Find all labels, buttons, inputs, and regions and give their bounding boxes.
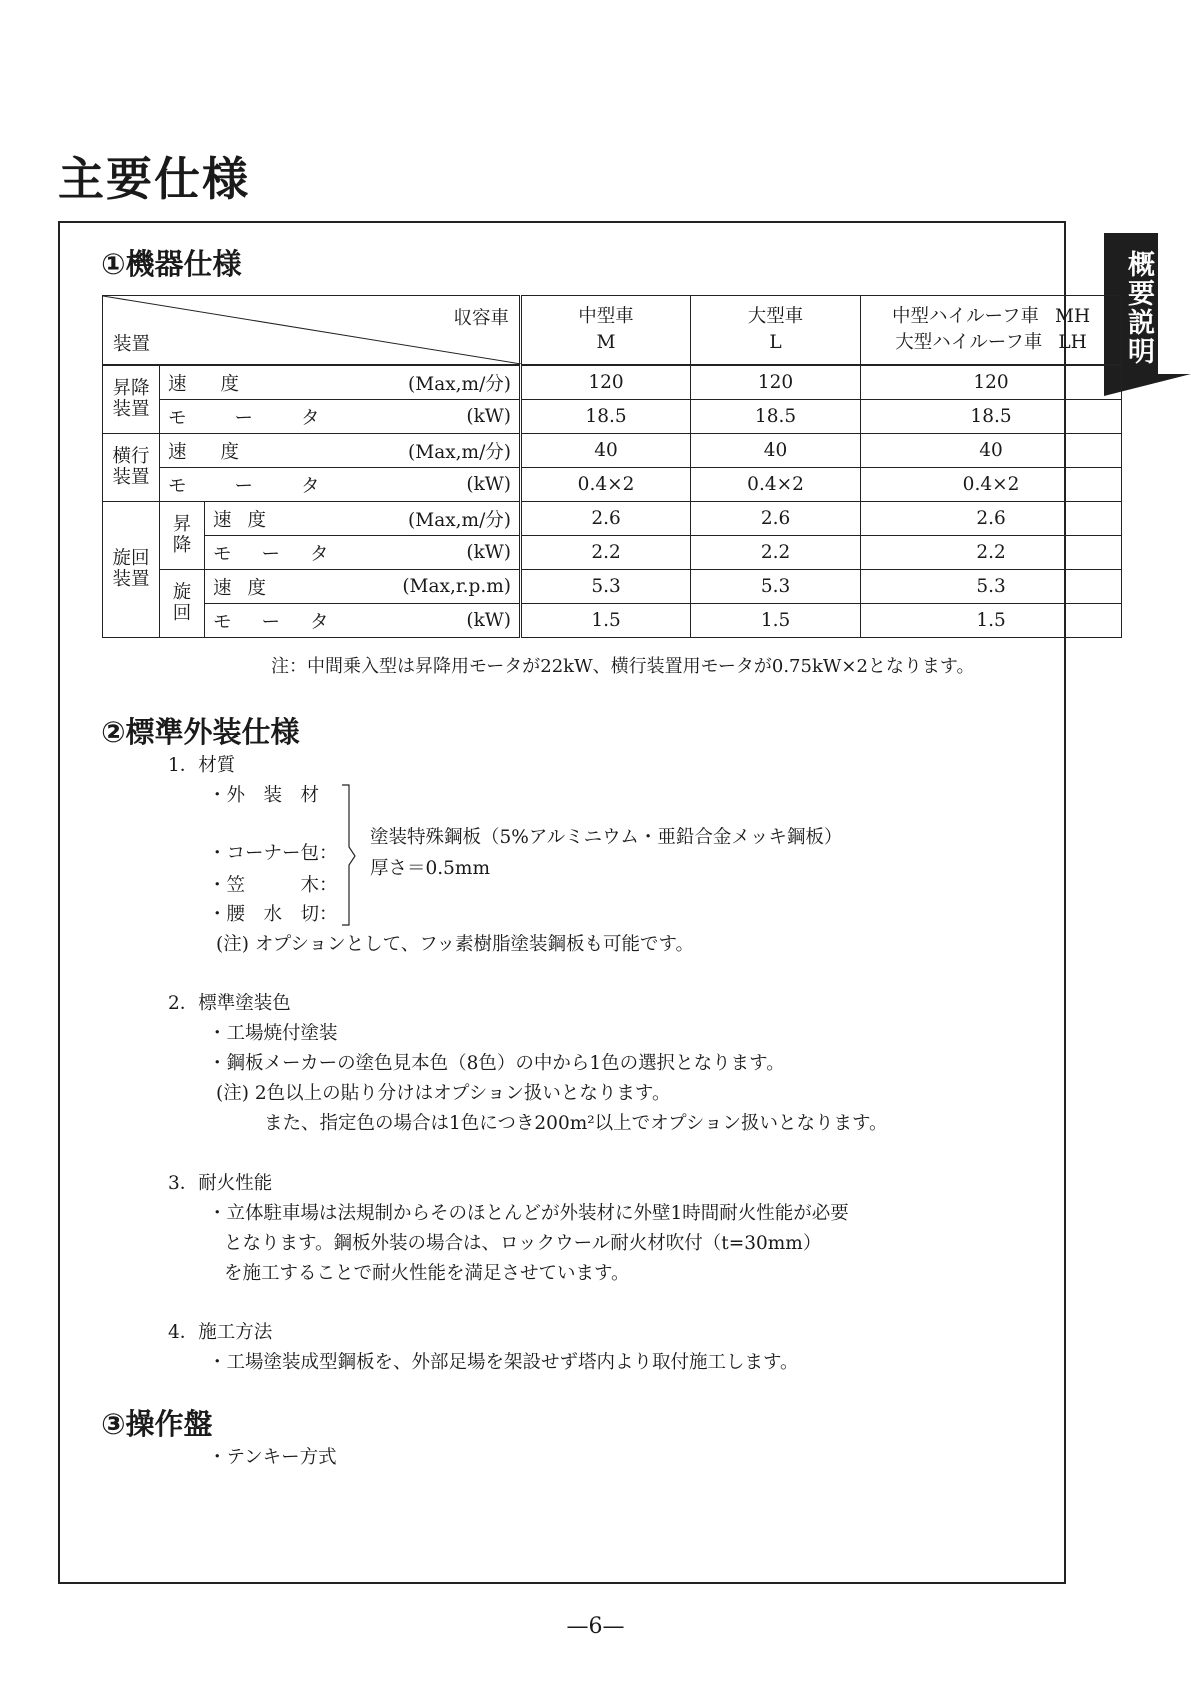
row-label-speed-rpm: 速 度 (Max,r.p.m) — [205, 570, 521, 604]
header-device-label: 装置 — [113, 334, 151, 355]
header-col-m: 中型車 M — [521, 296, 691, 366]
cell-m: 40 — [521, 434, 691, 468]
material-bracket — [341, 783, 371, 933]
row-label-motor: モ ー タ (kW) — [160, 400, 521, 434]
cell-m: 2.2 — [521, 536, 691, 570]
item4-line: ・工場塗装成型鋼板を、外部足場を架設せず塔内より取付施工します。 — [208, 1352, 799, 1373]
cell-m: 18.5 — [521, 400, 691, 434]
cell-mh: 18.5 — [861, 400, 1122, 434]
material-item: ・外 装 材 — [208, 785, 320, 806]
item2-line: ・工場焼付塗装 — [208, 1023, 338, 1044]
item2-note-cont: また、指定色の場合は1色につき200m²以上でオプション扱いとなります。 — [264, 1113, 888, 1134]
cell-m: 5.3 — [521, 570, 691, 604]
table-row — [103, 400, 1122, 434]
header-vehicle-label: 収容車 — [453, 308, 510, 329]
table-note: 注：中間乗入型は昇降用モータが22kW、横行装置用モータが0.75kW×2となります。 — [271, 656, 975, 677]
table-row — [103, 468, 1122, 502]
cell-m: 2.6 — [521, 502, 691, 536]
material-item: ・笠 木： — [208, 875, 338, 896]
cell-l: 40 — [691, 434, 861, 468]
row-label-motor: モ ー タ (kW) — [160, 468, 521, 502]
cell-mh: 2.2 — [861, 536, 1122, 570]
table-corner-cell — [103, 296, 521, 366]
subgroup-label-lift: 昇降 — [160, 502, 205, 570]
cell-m: 1.5 — [521, 604, 691, 638]
item1-note: (注) オプションとして、フッ素樹脂塗装鋼板も可能です。 — [216, 934, 695, 955]
page-title: 主要仕様 — [58, 152, 250, 206]
cell-mh: 0.4×2 — [861, 468, 1122, 502]
item3-line: を施工することで耐火性能を満足させています。 — [224, 1263, 630, 1284]
cell-mh: 1.5 — [861, 604, 1122, 638]
table-header-row — [103, 296, 1122, 366]
item3-line: ・立体駐車場は法規制からそのほとんどが外装材に外壁1時間耐火性能が必要 — [208, 1203, 849, 1224]
cell-l: 120 — [691, 365, 861, 400]
group-label-rotate: 旋回装置 — [103, 502, 160, 638]
material-item: ・コーナー包： — [208, 843, 338, 864]
row-label-speed: 速 度 (Max,m/分) — [160, 434, 521, 468]
cell-mh: 40 — [861, 434, 1122, 468]
cell-l: 5.3 — [691, 570, 861, 604]
panel-line: ・テンキー方式 — [208, 1447, 337, 1468]
subgroup-label-turn: 旋回 — [160, 570, 205, 638]
header-col-l: 大型車 L — [691, 296, 861, 366]
cell-l: 0.4×2 — [691, 468, 861, 502]
table-row — [103, 570, 1122, 604]
row-label-motor: モ ー タ (kW) — [205, 604, 521, 638]
group-label-traverse: 横行装置 — [103, 434, 160, 502]
row-label-speed: 速 度 (Max,m/分) — [205, 502, 521, 536]
item2-title: 2．標準塗装色 — [168, 993, 291, 1014]
item4-title: 4．施工方法 — [168, 1322, 273, 1343]
side-tab: 概要説明 — [1104, 233, 1158, 374]
header-col-mh: 中型ハイルーフ車 MH 大型ハイルーフ車 LH — [861, 296, 1122, 366]
table-row — [103, 536, 1122, 570]
table-row — [103, 365, 1122, 400]
section-heading-panel: ③操作盤 — [101, 1407, 213, 1441]
material-spec-line: 厚さ＝0.5mm — [370, 858, 491, 879]
table-row — [103, 434, 1122, 468]
section-heading-equipment: ①機器仕様 — [101, 247, 242, 281]
material-item: ・腰 水 切： — [208, 904, 338, 925]
item3-line: となります。鋼板外装の場合は、ロックウール耐火材吹付（t=30mm） — [224, 1233, 822, 1254]
table-row — [103, 604, 1122, 638]
row-label-speed: 速 度 (Max,m/分) — [160, 365, 521, 400]
item2-note: (注) 2色以上の貼り分けはオプション扱いとなります。 — [216, 1083, 671, 1104]
item3-title: 3．耐火性能 — [168, 1173, 273, 1194]
row-label-motor: モ ー タ (kW) — [205, 536, 521, 570]
cell-l: 2.6 — [691, 502, 861, 536]
spec-table — [102, 295, 1122, 638]
cell-m: 120 — [521, 365, 691, 400]
table-row — [103, 502, 1122, 536]
cell-l: 1.5 — [691, 604, 861, 638]
cell-mh: 5.3 — [861, 570, 1122, 604]
cell-l: 18.5 — [691, 400, 861, 434]
material-spec-line: 塗装特殊鋼板（5%アルミニウム・亜鉛合金メッキ鋼板） — [370, 827, 843, 848]
cell-mh: 2.6 — [861, 502, 1122, 536]
item1-title: 1．材質 — [168, 755, 236, 776]
group-label-lift: 昇降装置 — [103, 365, 160, 434]
cell-l: 2.2 — [691, 536, 861, 570]
page-number: —6— — [566, 1614, 625, 1639]
item2-line: ・鋼板メーカーの塗色見本色（8色）の中から1色の選択となります。 — [208, 1053, 785, 1074]
section-heading-exterior: ②標準外装仕様 — [101, 715, 300, 749]
cell-m: 0.4×2 — [521, 468, 691, 502]
cell-mh: 120 — [861, 365, 1122, 400]
